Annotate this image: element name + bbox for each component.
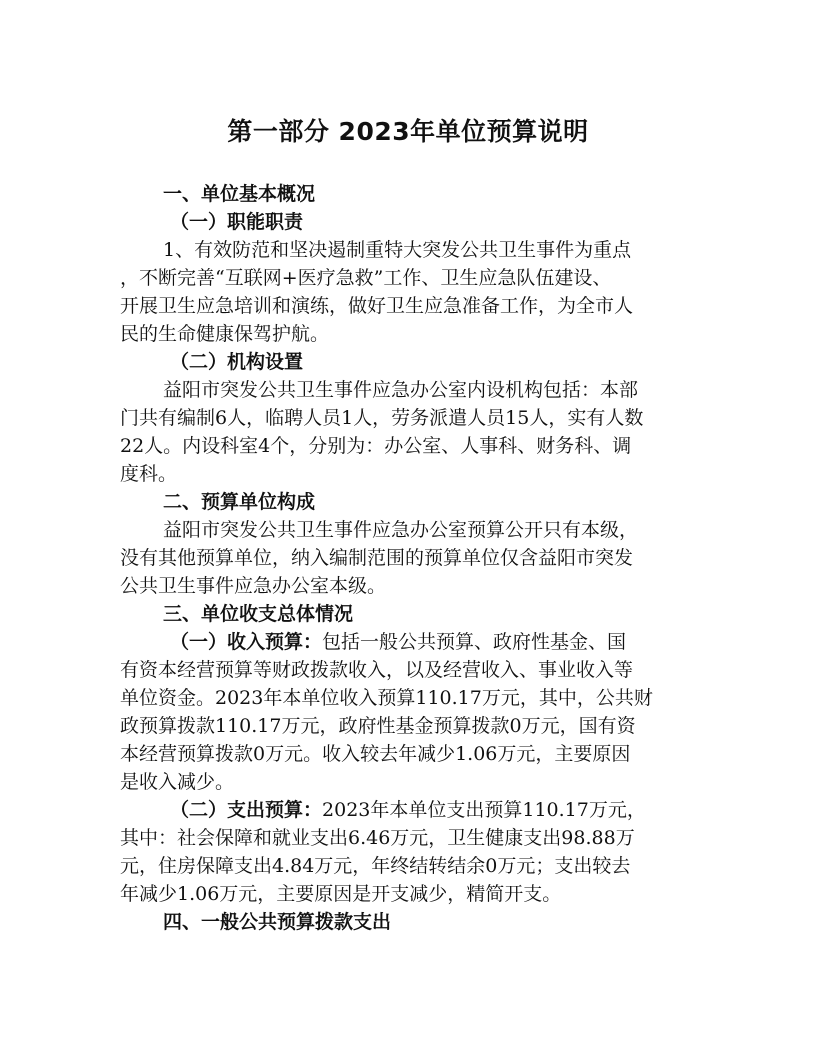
paragraph-line: 门共有编制6人，临聘人员1人，劳务派遣人员15人，实有人数 bbox=[120, 407, 644, 429]
paragraph-line: 开展卫生应急培训和演练，做好卫生应急准备工作，为全市人 bbox=[120, 295, 634, 317]
paragraph-text: 2023年本单位支出预算110.17万元， bbox=[322, 799, 646, 821]
page-title: 第一部分 2023年单位预算说明 bbox=[227, 117, 589, 146]
paragraph-line: 公共卫生事件应急办公室本级。 bbox=[120, 575, 387, 597]
section-heading: 三、单位收支总体情况 bbox=[163, 603, 354, 625]
paragraph-line: 单位资金。2023年本单位收入预算110.17万元，其中，公共财 bbox=[120, 687, 653, 709]
subsection-heading: （二）机构设置 bbox=[170, 351, 304, 373]
section-heading: 一、单位基本概况 bbox=[163, 183, 316, 205]
paragraph-line: 22人。内设科室4个，分别为：办公室、人事科、财务科、调 bbox=[120, 435, 632, 457]
paragraph-line: 本经营预算拨款0万元。收入较去年减少1.06万元，主要原因 bbox=[120, 743, 631, 765]
paragraph-line: 度科。 bbox=[120, 463, 178, 485]
paragraph-line: 有资本经营预算等财政拨款收入，以及经营收入、事业收入等 bbox=[120, 659, 634, 681]
paragraph-line: 是收入减少。 bbox=[120, 771, 235, 793]
section-heading: 四、一般公共预算拨款支出 bbox=[163, 911, 392, 933]
paragraph-line: 元，住房保障支出4.84万元，年终结转结余0万元；支出较去 bbox=[120, 855, 631, 877]
paragraph-line: 益阳市突发公共卫生事件应急办公室预算公开只有本级， bbox=[163, 519, 639, 541]
paragraph-line: ，不断完善“互联网+医疗急救”工作、卫生应急队伍建设、 bbox=[120, 267, 612, 289]
paragraph-line: 益阳市突发公共卫生事件应急办公室内设机构包括：本部 bbox=[163, 379, 639, 401]
paragraph-line bbox=[170, 796, 750, 824]
paragraph-line: 1、有效防范和坚决遏制重特大突发公共卫生事件为重点 bbox=[163, 239, 632, 261]
paragraph-line: 没有其他预算单位，纳入编制范围的预算单位仅含益阳市突发 bbox=[120, 547, 634, 569]
subsection-heading: （一）职能职责 bbox=[170, 211, 304, 233]
section-heading: 二、预算单位构成 bbox=[163, 491, 316, 513]
expense-budget-label: （二）支出预算： bbox=[170, 799, 323, 821]
paragraph-line: 政预算拨款110.17万元，政府性基金预算拨款0万元，国有资 bbox=[120, 715, 636, 737]
income-budget-label: （一）收入预算： bbox=[170, 631, 323, 653]
paragraph-line: 年减少1.06万元，主要原因是开支减少，精简开支。 bbox=[120, 883, 562, 905]
paragraph-line: 其中：社会保障和就业支出6.46万元，卫生健康支出98.88万 bbox=[120, 827, 635, 849]
paragraph-text: 包括一般公共预算、政府性基金、国 bbox=[322, 631, 627, 653]
paragraph-line bbox=[170, 628, 750, 656]
paragraph-line: 民的生命健康保驾护航。 bbox=[120, 323, 330, 345]
